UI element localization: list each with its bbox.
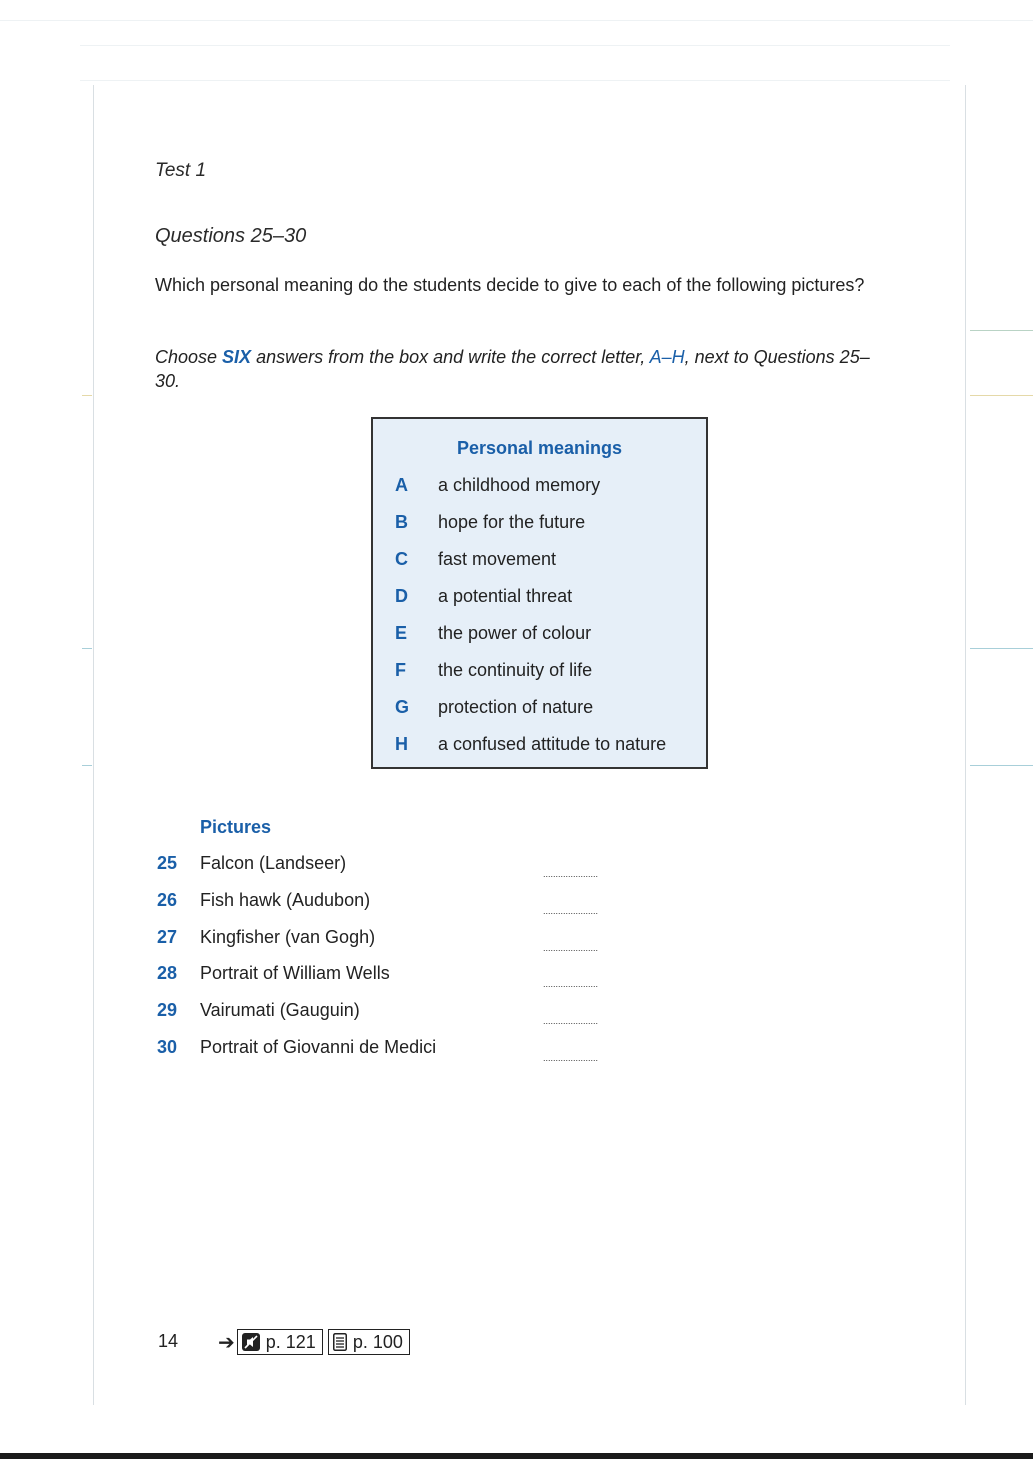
scan-line [0,20,1033,21]
picture-title: Falcon (Landseer) [200,853,347,873]
question-number: 27 [157,927,178,947]
questions-heading: Questions 25–30 [155,225,307,247]
test-label: Test 1 [155,160,207,181]
picture-title: Kingfisher (van Gogh) [200,927,376,947]
meaning-option [373,660,706,690]
instruction [155,345,875,393]
scan-line [970,395,1033,396]
instruction-emphasis: SIX [222,347,252,367]
meanings-box [371,417,708,769]
answer-blank[interactable]: ...................... [543,1053,599,1063]
instruction-letters: A–H [649,347,685,367]
transcript-icon [333,1333,347,1351]
meaning-letter: A [395,475,408,495]
answer-blank[interactable]: ...................... [543,979,599,989]
meaning-letter: E [395,623,408,643]
answer-blank[interactable]: ...................... [543,943,599,953]
meaning-option [373,512,706,542]
scan-line [970,330,1033,331]
scan-line [82,395,92,396]
question-number: 29 [157,1000,178,1020]
transcript-reference[interactable] [328,1329,410,1355]
scan-line [93,85,94,1405]
instruction-part: Choose [155,347,223,367]
pictures-heading: Pictures [200,817,272,837]
audio-icon [242,1333,260,1351]
instruction-part: , next to Questions 25–30. [155,347,870,391]
meaning-option [373,586,706,616]
meaning-letter: H [395,734,408,754]
picture-question [0,1037,700,1065]
answer-blank[interactable]: ...................... [543,869,599,879]
meaning-text: protection of nature [438,697,594,717]
question-text: Which personal meaning do the students decide to give to each of the following pictures? [155,275,865,295]
meaning-option [373,697,706,727]
picture-question [0,890,700,918]
scan-line [82,765,92,766]
meaning-option [373,734,706,764]
scan-line [80,45,950,46]
question-number: 30 [157,1037,178,1057]
page-number: 14 [158,1331,179,1351]
arrow-right-icon: ➔ [218,1331,235,1354]
audio-reference[interactable] [237,1329,323,1355]
meaning-text: fast movement [438,549,557,569]
meaning-text: the continuity of life [438,660,593,680]
meaning-option [373,475,706,505]
scan-line [82,648,92,649]
meaning-option [373,549,706,579]
picture-question [0,1000,700,1028]
meaning-letter: C [395,549,408,569]
scan-line [965,85,966,1405]
question-number: 26 [157,890,178,910]
meanings-title: Personal meanings [456,438,623,458]
meaning-text: a confused attitude to nature [438,734,667,754]
meaning-text: the power of colour [438,623,592,643]
picture-question [0,963,700,991]
question-number: 25 [157,853,178,873]
instruction-part: answers from the box and write the correct letter, [251,347,650,367]
meaning-letter: F [395,660,406,680]
answer-blank[interactable]: ...................... [543,1016,599,1026]
meaning-letter: D [395,586,408,606]
transcript-page-ref: p. 100 [352,1331,403,1352]
answer-blank[interactable]: ...................... [543,906,599,916]
picture-question [0,853,700,881]
question-number: 28 [157,963,178,983]
picture-title: Vairumati (Gauguin) [200,1000,360,1020]
picture-title: Portrait of William Wells [200,963,390,983]
scan-line [970,765,1033,766]
meaning-text: a potential threat [438,586,573,606]
meaning-letter: G [395,697,410,717]
meaning-letter: B [395,512,408,532]
picture-title: Portrait of Giovanni de Medici [200,1037,437,1057]
meaning-text: a childhood memory [438,475,601,495]
scan-edge [0,1453,1033,1459]
meaning-option [373,623,706,653]
scan-line [80,80,950,81]
picture-question [0,927,700,955]
meaning-text: hope for the future [438,512,586,532]
picture-title: Fish hawk (Audubon) [200,890,371,910]
audio-page-ref: p. 121 [265,1331,316,1352]
page-references [218,1327,415,1357]
scan-line [970,648,1033,649]
